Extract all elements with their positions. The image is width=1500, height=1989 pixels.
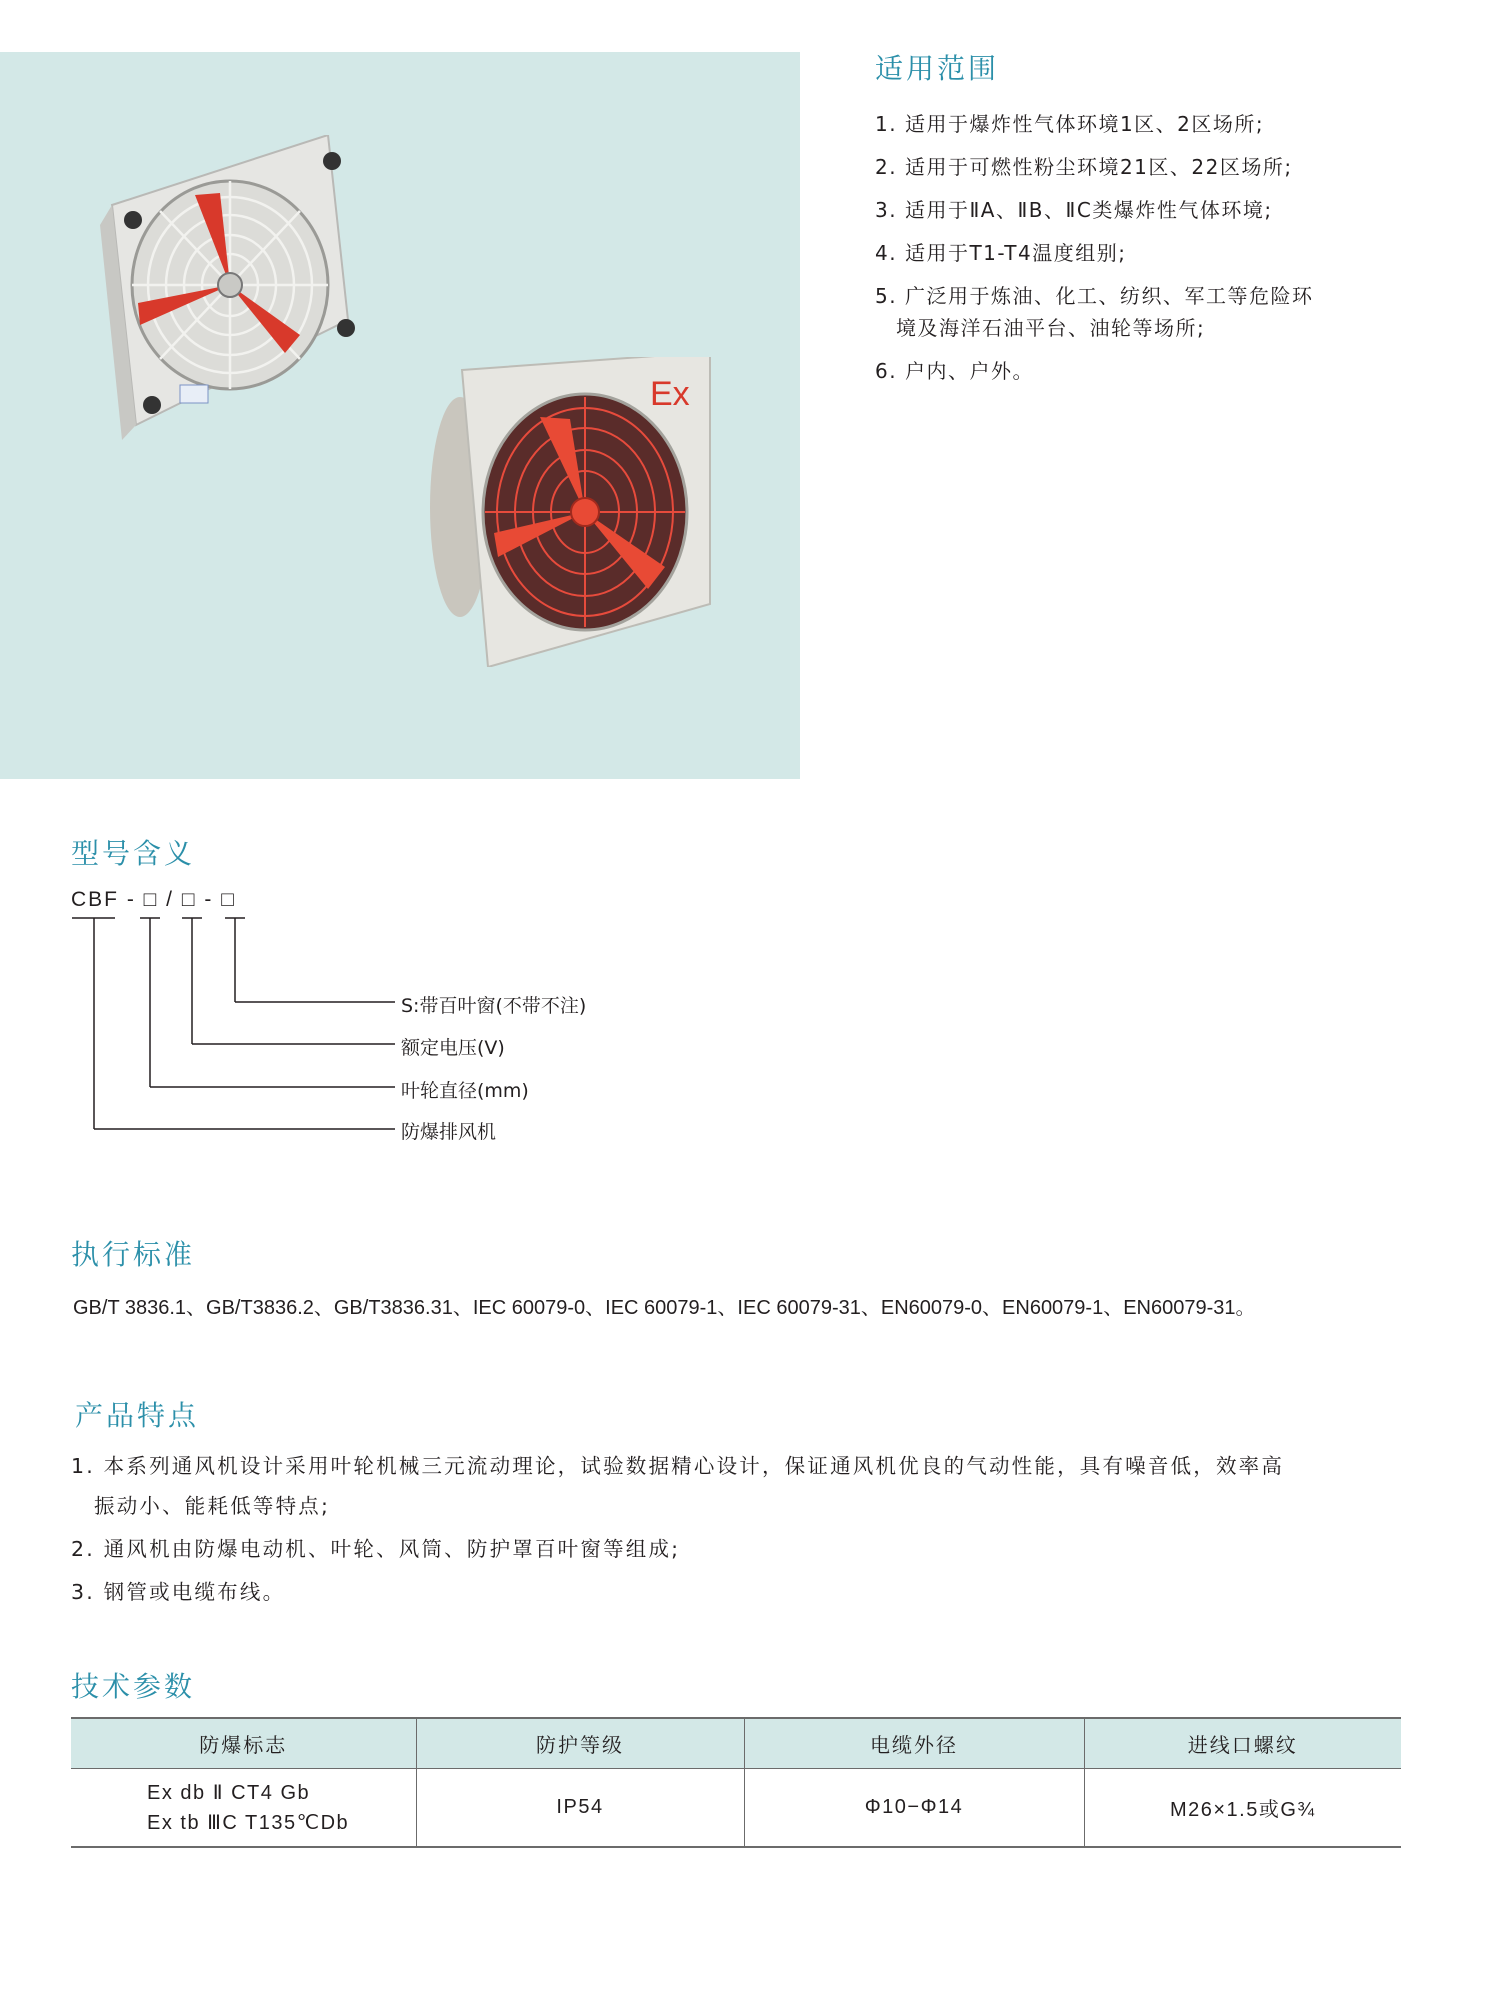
feature-item: 2. 通风机由防爆电动机、叶轮、风筒、防护罩百叶窗等组成; [71,1537,681,1561]
scope-item: 5. 广泛用于炼油、化工、纺织、军工等危险环 境及海洋石油平台、油轮等场所; [875,284,1314,340]
header-explosion-mark: 防爆标志 [71,1718,416,1769]
header-cable-diameter: 电缆外径 [744,1718,1084,1769]
model-code: CBF - □ / □ - □ [71,888,236,911]
table-row [71,1769,1401,1848]
standards-text: GB/T 3836.1、GB/T3836.2、GB/T3836.31、IEC 60079-0、IEC 60079-1、IEC 60079-31、EN60079-0、EN60079-1、EN60079-31。 [73,1297,1256,1319]
model-diagram [0,900,800,1140]
features-list [71,1446,1411,1615]
feature-item: 1. 本系列通风机设计采用叶轮机械三元流动理论，试验数据精心设计，保证通风机优良的气动性能，具有噪音低，效率高 振动小、能耗低等特点; [71,1454,1285,1518]
explosion-proof-fan-image-1 [100,135,400,445]
scope-item: 1. 适用于爆炸性气体环境1区、2区场所; [875,112,1265,136]
table-header-row [71,1718,1401,1769]
ex-logo: Ex [650,375,690,413]
model-label-fan-type: 防爆排风机 [401,1121,497,1143]
cell-cable-diameter: Φ10−Φ14 [744,1769,1084,1848]
model-label-voltage: 额定电压(V) [401,1037,505,1059]
standards-title: 执行标准 [71,1238,196,1271]
header-protection-level: 防护等级 [416,1718,744,1769]
model-label-impeller-diameter: 叶轮直径(mm) [401,1080,529,1102]
model-title: 型号含义 [71,837,196,870]
scope-item: 2. 适用于可燃性粉尘环境21区、22区场所; [875,155,1293,179]
scope-item: 3. 适用于ⅡA、ⅡB、ⅡC类爆炸性气体环境; [875,198,1273,222]
params-table [71,1717,1401,1848]
params-title: 技术参数 [71,1670,196,1703]
scope-list [875,108,1475,398]
explosion-proof-fan-image-2 [420,357,720,667]
cell-protection-level: IP54 [416,1769,744,1848]
cell-inlet-thread: M26×1.5或G¾ [1084,1769,1401,1848]
features-title: 产品特点 [75,1399,200,1432]
scope-item: 6. 户内、户外。 [875,359,1034,383]
feature-item: 3. 钢管或电缆布线。 [71,1580,286,1604]
product-photo-panel [0,52,800,779]
header-inlet-thread: 进线口螺纹 [1084,1718,1401,1769]
scope-title: 适用范围 [875,52,1000,85]
scope-item: 4. 适用于T1-T4温度组别; [875,241,1127,265]
model-label-louver: S:带百叶窗(不带不注) [401,995,587,1017]
cell-explosion-mark: Ex db Ⅱ CT4 Gb Ex tb ⅢC T135℃Db [71,1769,416,1848]
